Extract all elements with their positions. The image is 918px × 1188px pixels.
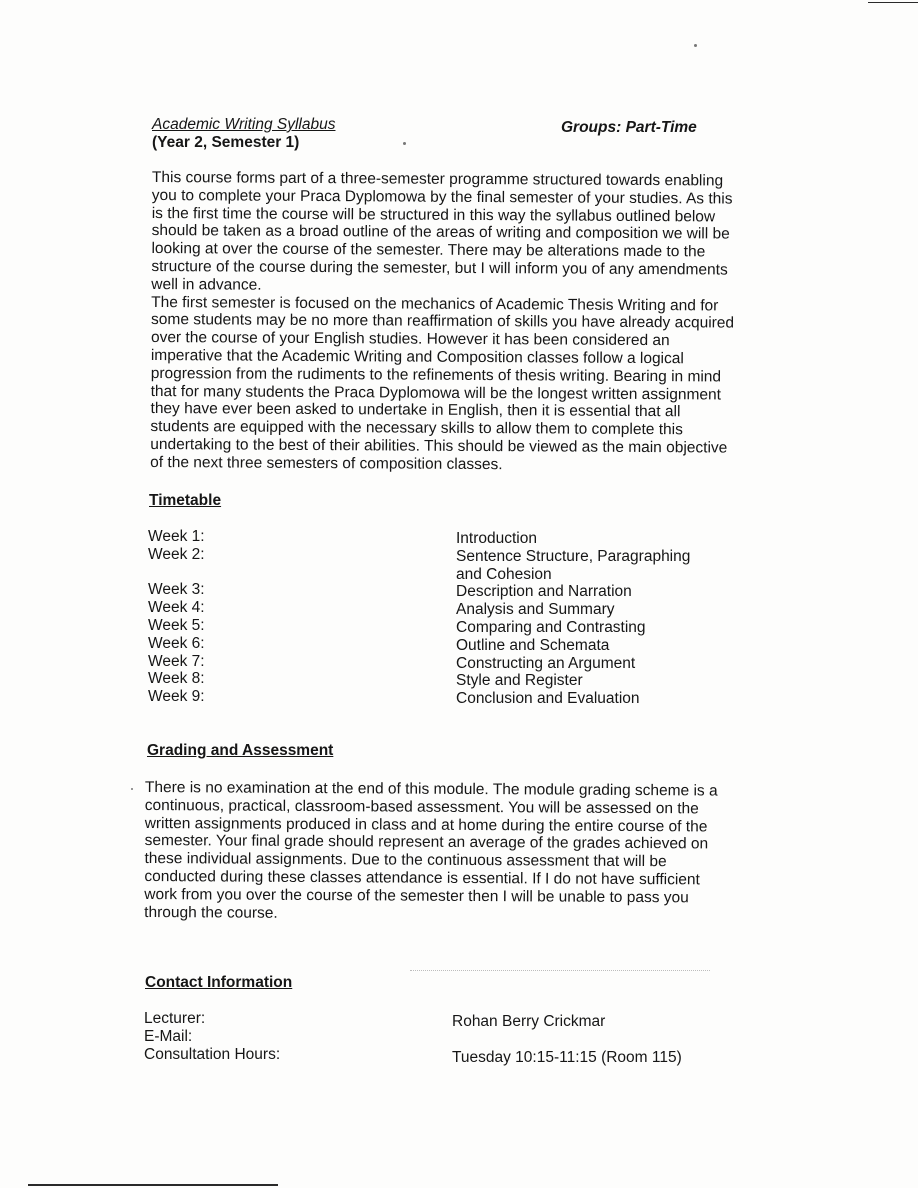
topic: Outline and Schemata — [456, 636, 610, 654]
week-label: Week 5: — [148, 616, 205, 634]
week-label: Week 6: — [148, 634, 205, 652]
groups-label: Groups: Part-Time — [561, 119, 697, 136]
intro-line: that for many students the Praca Dyplomowa will be the longest written assignment — [150, 382, 722, 404]
topic: Analysis and Summary — [456, 601, 615, 619]
contact-heading: Contact Information — [145, 974, 293, 991]
week-label: Week 8: — [148, 670, 205, 688]
contact-labels — [144, 1010, 280, 1064]
intro-line: progression from the rudiments to the refinements of thesis writing. Bearing in mind — [150, 364, 722, 386]
topic: Description and Narration — [456, 583, 632, 601]
intro-line: should be taken as a broad outline of the areas of writing and composition we will be — [151, 222, 730, 243]
grading-line: through the course. — [144, 903, 278, 922]
intro-line: students are equipped with the necessary skills to allow them to complete this — [150, 418, 683, 439]
intro-line: some students may be no more than reaffirmation of skills you have already acquired — [151, 311, 735, 332]
intro-line: The first semester is focused on the mechanics of Academic Thesis Writing and for — [151, 293, 719, 315]
intro-line: they have ever been asked to undertake in English, then it is essential that all — [150, 400, 681, 421]
intro-line: This course forms part of a three-semester programme structured towards enabling — [151, 169, 724, 190]
intro-line: undertaking to the best of their abilities. This should be viewed as the main objective — [150, 435, 728, 457]
timetable-topics — [456, 530, 716, 708]
grading-line: work from you over the course of the semester then I will be unable to pass you — [144, 885, 689, 907]
week-label: Week 9: — [148, 688, 205, 706]
consultation-hours-value: Tuesday 10:15-11:15 (Room 115) — [452, 1049, 682, 1066]
lecturer-name: Rohan Berry Crickmar — [452, 1013, 606, 1030]
intro-line: imperative that the Academic Writing and Composition classes follow a logical — [150, 346, 684, 368]
intro-line: you to complete your Praca Dyplomowa by the final semester of your studies. As this — [151, 186, 733, 208]
course-subtitle: (Year 2, Semester 1) — [152, 134, 300, 151]
grading-heading: Grading and Assessment — [147, 742, 334, 759]
grading-line: these individual assignments. Due to the continuous assessment that will be — [144, 850, 667, 871]
timetable-heading: Timetable — [149, 492, 222, 509]
grading-paragraph — [144, 779, 735, 925]
topic: Conclusion and Evaluation — [456, 690, 640, 708]
scan-edge-mark — [868, 2, 918, 3]
grading-line: conducted during these classes attendance is essential. If I do not have sufficient — [144, 867, 700, 889]
intro-line: over the course of your English studies. However it has been considered an — [150, 329, 670, 350]
contact-values — [452, 1013, 682, 1067]
week-label: Week 1: — [148, 528, 205, 545]
grading-line: semester. Your final grade should represent an average of the grades achieved on — [144, 832, 709, 853]
week-label: Week 3: — [148, 581, 205, 599]
intro-paragraph — [150, 169, 742, 475]
intro-line: looking at over the course of the semester. There may be alterations made to the — [151, 240, 706, 261]
week-label: Week 2: — [148, 545, 205, 563]
intro-line: structure of the course during the semester, but I will inform you of any amendments — [151, 257, 728, 279]
topic: Constructing an Argument — [456, 654, 636, 672]
scan-speck — [403, 142, 406, 145]
timetable-weeks — [148, 528, 205, 706]
scan-speck — [694, 44, 697, 47]
intro-line: is the first time the course will be structured in this way the syllabus outlined below — [151, 204, 716, 226]
scan-divider — [410, 970, 710, 971]
email-label: E-Mail: — [144, 1028, 193, 1045]
week-label: Week 7: — [148, 652, 205, 670]
grading-line: written assignments produced in class and at home during the entire course of the — [144, 814, 708, 836]
consultation-hours-label: Consultation Hours: — [144, 1046, 281, 1063]
topic: Introduction — [456, 530, 537, 547]
scan-bottom-rule — [28, 1184, 278, 1186]
course-title: Academic Writing Syllabus — [152, 116, 336, 133]
scan-speck — [131, 788, 133, 790]
lecturer-label: Lecturer: — [144, 1010, 206, 1027]
grading-line: continuous, practical, classroom-based assessment. You will be assessed on the — [144, 796, 699, 818]
week-label: Week 4: — [148, 599, 205, 617]
topic: Comparing and Contrasting — [456, 618, 646, 636]
intro-line: well in advance. — [151, 275, 262, 294]
grading-line: There is no examination at the end of this module. The module grading scheme is a — [144, 779, 718, 800]
topic: Sentence Structure, Paragraphing and Cohesion — [456, 547, 691, 583]
topic: Style and Register — [456, 672, 583, 690]
intro-line: of the next three semesters of composition classes. — [150, 453, 503, 473]
